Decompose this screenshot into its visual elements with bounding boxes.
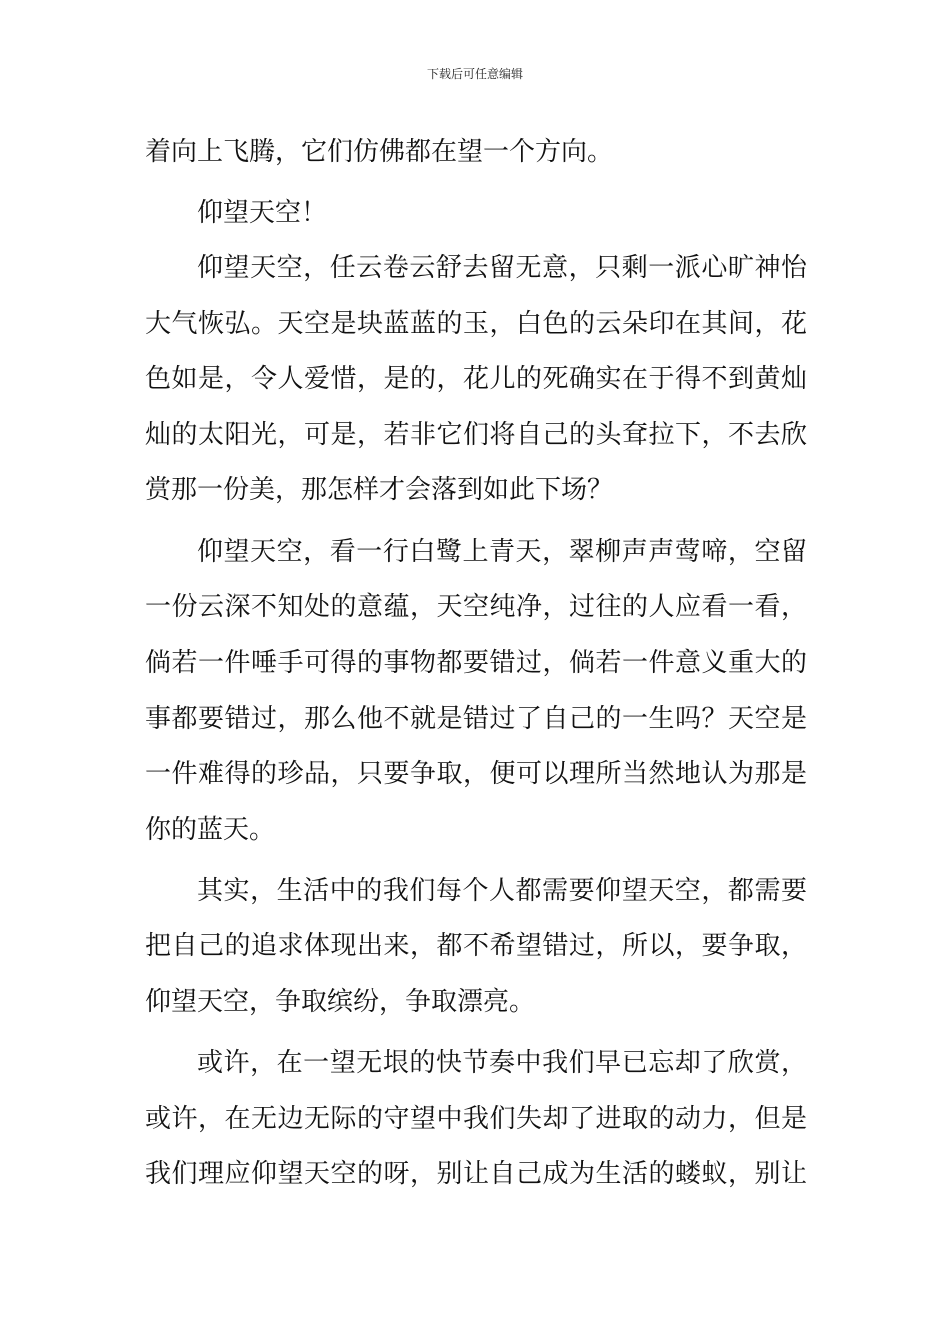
page-header: 下载后可任意编辑: [426, 67, 523, 81]
text-line: 色如是，令人爱惜，是的，花儿的死确实在于得不到黄灿: [145, 364, 807, 394]
text-line: 或许，在无边无际的守望中我们失却了进取的动力，但是: [145, 1104, 807, 1134]
text-line: 仰望天空，看一行白鹭上青天，翠柳声声莺啼，空留: [197, 537, 807, 567]
text-line: 仰望天空，任云卷云舒去留无意，只剩一派心旷神怡: [197, 253, 807, 283]
text-line: 一份云深不知处的意蕴，天空纯净，过往的人应看一看，: [145, 592, 807, 622]
text-line: 事都要错过，那么他不就是错过了自己的一生吗？天空是: [145, 704, 807, 734]
text-line: 我们理应仰望天空的呀，别让自己成为生活的蝼蚁，别让: [145, 1159, 807, 1189]
text-line: 把自己的追求体现出来，都不希望错过，所以，要争取，: [145, 931, 807, 961]
section-heading: 仰望天空！: [197, 198, 328, 228]
text-line: 或许，在一望无垠的快节奏中我们早已忘却了欣赏，: [197, 1048, 807, 1078]
text-line: 倘若一件唾手可得的事物都要错过，倘若一件意义重大的: [145, 648, 807, 678]
text-line: 灿的太阳光，可是，若非它们将自己的头耷拉下，不去欣: [145, 420, 807, 450]
text-line: 赏那一份美，那怎样才会落到如此下场？: [145, 475, 614, 505]
text-line: 大气恢弘。天空是块蓝蓝的玉，白色的云朵印在其间，花: [145, 309, 807, 339]
text-line: 着向上飞腾，它们仿佛都在望一个方向。: [145, 137, 614, 167]
text-line: 其实，生活中的我们每个人都需要仰望天空，都需要: [197, 876, 807, 906]
text-line: 仰望天空，争取缤纷，争取漂亮。: [145, 987, 536, 1017]
text-line: 一件难得的珍品，只要争取，便可以理所当然地认为那是: [145, 759, 807, 789]
text-line: 你的蓝天。: [145, 815, 276, 845]
